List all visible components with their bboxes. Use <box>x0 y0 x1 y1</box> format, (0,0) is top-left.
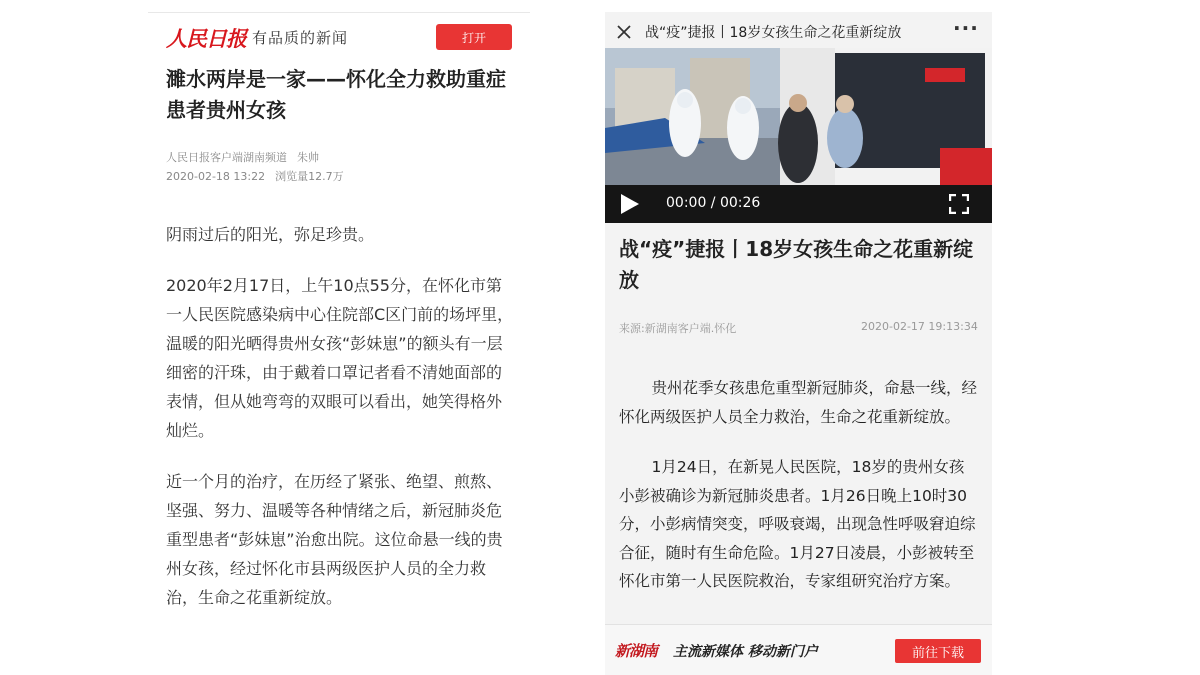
paragraph: 2020年2月17日，上午10点55分，在怀化市第一人民医院感染病中心住院部C区门前的场坪里，温暖的阳光晒得贵州女孩“彭妹崽”的额头有一层细密的汗珠，由于戴着口罩记者看不清她面部的表情，但从她弯弯的双眼可以看出，她笑得格外灿烂。 <box>166 276 514 440</box>
article-title: 濉水两岸是一家——怀化全力救助重症患者贵州女孩 <box>166 67 506 122</box>
play-icon[interactable] <box>621 194 639 214</box>
right-article-panel <box>605 12 992 675</box>
download-banner <box>605 624 992 675</box>
article-date: 2020-02-18 13:22 <box>166 170 266 183</box>
webview-title: 战“疫”捷报丨18岁女孩生命之花重新绽放 <box>645 25 902 41</box>
download-button[interactable]: 前往下载 <box>895 639 981 663</box>
paragraph: 贵州花季女孩患危重型新冠肺炎，命悬一线，经怀化两级医护人员全力救治，生命之花重新绽放。 <box>619 379 978 426</box>
left-article-panel <box>148 12 530 675</box>
video-player[interactable] <box>605 48 992 223</box>
video-time: 00:00 / 00:26 <box>666 195 761 211</box>
article-body <box>166 220 516 634</box>
article-date: 2020-02-17 19:13:34 <box>861 320 978 333</box>
webview-topbar <box>605 16 992 48</box>
close-icon[interactable] <box>615 20 633 44</box>
article-author: 朱帅 <box>297 151 319 164</box>
video-thumbnail <box>605 48 992 185</box>
banner-slogan: 主流新媒体 移动新门户 <box>673 644 818 660</box>
xhn-logo: 新湖南 <box>615 642 658 660</box>
article-views: 浏览量12.7万 <box>275 170 344 183</box>
article-body <box>619 374 979 618</box>
article-meta <box>166 148 344 186</box>
article-source: 人民日报客户端湖南频道 <box>166 151 287 164</box>
article-source: 来源:新湖南客户端.怀化 <box>619 322 737 335</box>
open-app-button[interactable]: 打开 <box>436 24 512 50</box>
brand-slogan: 有品质的新闻 <box>252 29 349 47</box>
left-header <box>166 22 512 54</box>
paragraph: 阴雨过后的阳光，弥足珍贵。 <box>166 225 375 244</box>
fullscreen-icon[interactable] <box>949 194 969 214</box>
paragraph: 近一个月的治疗，在历经了紧张、绝望、煎熬、坚强、努力、温暖等各种情绪之后，新冠肺炎危重型患者“彭妹崽”治愈出院。这位命悬一线的贵州女孩，经过怀化市县两级医护人员的全力救治，生命之花重新绽放。 <box>166 472 503 607</box>
top-divider <box>148 12 530 13</box>
rmrb-logo: 人民日报 <box>166 26 246 51</box>
article-title: 战“疫”捷报丨18岁女孩生命之花重新绽放 <box>619 237 974 292</box>
more-options-icon[interactable]: ··· <box>953 16 979 40</box>
video-controls <box>605 185 992 223</box>
paragraph: 1月24日，在新晃人民医院，18岁的贵州女孩小彭被确诊为新冠肺炎患者。1月26日晚上10时30分，小彭病情突变，呼吸衰竭，出现急性呼吸窘迫综合征，随时有生命危险。1月27日凌晨，小彭被转至怀化市第一人民医院救治，专家组研究治疗方案。 <box>619 458 976 590</box>
